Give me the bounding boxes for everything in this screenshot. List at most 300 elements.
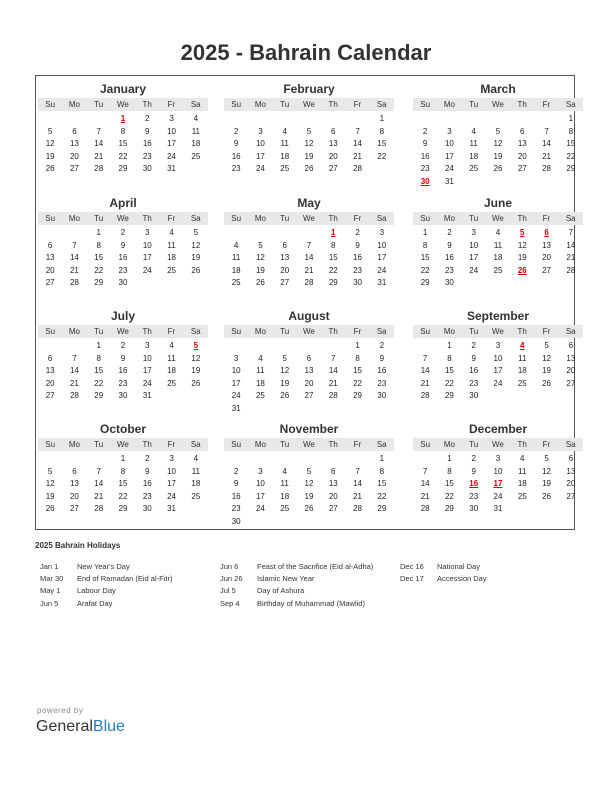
- day-cell: 18: [493, 253, 503, 262]
- day-cell: 25: [493, 265, 503, 275]
- weekday-label: Tu: [94, 214, 104, 223]
- day-cell: 10: [444, 139, 454, 148]
- day-cell: 3: [169, 114, 174, 123]
- day-cell: 19: [191, 253, 201, 262]
- weekday-label: Th: [142, 327, 152, 336]
- day-cell: 20: [69, 491, 79, 501]
- day-cell: 6: [568, 454, 574, 463]
- day-cell: 7: [422, 353, 428, 363]
- day-cell: 7: [568, 228, 574, 237]
- weekday-label: Su: [45, 327, 56, 336]
- month-name: May: [297, 196, 321, 210]
- day-cell: 12: [517, 240, 527, 250]
- day-cell: 27: [304, 391, 314, 400]
- day-cell: 30: [444, 278, 454, 287]
- day-cell-empty: [38, 113, 62, 126]
- day-cell: 16: [444, 253, 454, 262]
- day-cell: 29: [94, 391, 104, 400]
- day-cell: 20: [45, 265, 55, 275]
- holiday-name: Accession Day: [437, 574, 487, 584]
- month-name: July: [110, 309, 135, 323]
- day-cell: 17: [167, 139, 177, 148]
- holiday-item: [40, 585, 172, 597]
- weekday-label: Mo: [68, 100, 80, 109]
- day-cell: 5: [47, 126, 53, 136]
- day-cell: 10: [142, 353, 152, 363]
- day-cell-empty: [345, 453, 369, 466]
- weekday-label: Fr: [353, 100, 362, 109]
- day-cell: 4: [233, 240, 239, 250]
- holiday-name: Birthday of Muhammad (Mawlid): [257, 598, 365, 608]
- day-cell: 14: [69, 366, 79, 375]
- day-cell: 7: [72, 240, 77, 250]
- day-grid: [224, 113, 394, 176]
- weekday-label: Su: [231, 100, 242, 109]
- day-cell: 6: [47, 353, 53, 363]
- day-cell: 20: [566, 479, 576, 488]
- day-cell: 9: [120, 240, 126, 250]
- weekday-label: Sa: [376, 214, 387, 223]
- day-cell: 31: [377, 278, 387, 287]
- weekday-header-row: [413, 325, 583, 338]
- day-cell: 29: [353, 391, 363, 400]
- day-cell: 6: [282, 240, 287, 250]
- weekday-label: Sa: [376, 327, 387, 336]
- month-january: [38, 76, 208, 188]
- weekday-header-row: [38, 438, 208, 451]
- weekday-label: Mo: [68, 214, 80, 223]
- day-cell: 7: [544, 126, 549, 136]
- day-cell: 19: [542, 366, 552, 375]
- day-cell: 26: [542, 491, 552, 501]
- day-cell: 30: [469, 504, 479, 513]
- calendar-grid: [35, 75, 575, 530]
- day-cell: 13: [45, 253, 55, 262]
- weekday-label: Mo: [254, 440, 266, 449]
- day-cell: 10: [231, 366, 241, 375]
- weekday-header-row: [38, 98, 208, 111]
- weekday-label: We: [492, 100, 504, 109]
- weekday-label: Th: [517, 214, 527, 223]
- day-cell-empty: [273, 340, 297, 353]
- day-cell-empty: [534, 113, 558, 126]
- day-cell: 23: [142, 491, 152, 501]
- day-cell: 21: [94, 151, 104, 161]
- day-cell: 2: [233, 466, 239, 476]
- day-cell: 21: [353, 151, 363, 161]
- weekday-label: Tu: [280, 100, 290, 109]
- day-cell: 5: [193, 228, 199, 237]
- day-cell: 18: [517, 479, 527, 488]
- day-cell: 11: [191, 126, 200, 136]
- day-cell: 13: [69, 139, 79, 148]
- day-cell: 16: [231, 491, 241, 501]
- weekday-label: Tu: [94, 327, 104, 336]
- day-cell: 18: [469, 151, 479, 161]
- day-cell: 1: [379, 114, 385, 123]
- day-cell: 15: [328, 253, 338, 262]
- day-cell: 13: [566, 353, 576, 363]
- day-cell: 18: [167, 253, 177, 262]
- month-november: [224, 416, 394, 528]
- day-cell-empty: [62, 453, 86, 466]
- brand-logo[interactable]: [36, 718, 125, 736]
- day-cell: 19: [304, 151, 314, 161]
- day-cell-empty: [248, 113, 272, 126]
- day-cell: 17: [377, 253, 387, 262]
- day-cell: 18: [231, 265, 241, 275]
- weekday-label: Mo: [443, 214, 455, 223]
- month-name: September: [466, 309, 530, 323]
- day-cell: 22: [377, 151, 387, 161]
- day-cell: 27: [45, 391, 55, 400]
- day-cell: 24: [493, 491, 503, 501]
- day-cell: 17: [142, 366, 152, 375]
- day-cell: 16: [377, 366, 387, 375]
- day-cell: 2: [145, 114, 150, 123]
- weekday-header-row: [413, 212, 583, 225]
- day-cell: 3: [447, 126, 452, 136]
- day-grid: [413, 113, 583, 188]
- day-cell: 31: [167, 164, 177, 173]
- month-name: December: [468, 422, 528, 436]
- day-cell: 16: [353, 253, 363, 262]
- weekday-label: Sa: [190, 100, 201, 109]
- day-cell: 17: [231, 378, 241, 388]
- day-cell: 13: [69, 479, 79, 488]
- day-cell: 5: [258, 240, 263, 250]
- day-cell: 6: [72, 466, 77, 476]
- day-cell: 18: [280, 491, 290, 501]
- day-cell: 2: [447, 228, 452, 237]
- day-cell: 10: [493, 466, 503, 476]
- day-cell: 13: [517, 139, 527, 148]
- day-cell: 25: [469, 164, 479, 173]
- day-cell: 15: [118, 479, 128, 488]
- day-cell: 19: [45, 151, 55, 161]
- day-cell: 11: [167, 240, 176, 250]
- holiday-day-cell: 1: [331, 228, 336, 237]
- day-cell: 27: [328, 504, 338, 513]
- day-cell: 27: [69, 504, 79, 513]
- weekday-label: We: [492, 214, 504, 223]
- holiday-item: [220, 585, 373, 597]
- holiday-item: [40, 561, 172, 573]
- day-cell: 29: [118, 504, 128, 513]
- day-cell: 5: [282, 353, 287, 363]
- weekday-label: Su: [45, 440, 56, 449]
- holiday-day-cell: 6: [544, 228, 549, 237]
- day-cell: 23: [118, 265, 128, 275]
- month-name: April: [109, 196, 137, 210]
- day-cell: 25: [167, 265, 177, 275]
- day-cell: 28: [542, 164, 552, 173]
- weekday-label: Tu: [469, 327, 479, 336]
- day-cell: 14: [304, 253, 314, 262]
- day-cell: 29: [118, 164, 128, 173]
- day-cell-empty: [38, 453, 62, 466]
- day-cell: 10: [255, 479, 265, 488]
- weekday-label: Su: [420, 100, 431, 109]
- day-cell: 10: [377, 240, 387, 250]
- day-cell: 11: [493, 240, 503, 250]
- weekday-label: Th: [517, 327, 527, 336]
- day-cell: 27: [280, 278, 290, 287]
- day-cell: 2: [355, 228, 360, 237]
- day-cell: 21: [328, 378, 338, 388]
- day-cell: 16: [469, 366, 479, 375]
- day-cell: 4: [258, 353, 263, 363]
- day-cell: 28: [304, 278, 314, 287]
- day-cell: 22: [94, 378, 104, 388]
- holiday-date: Sep 4: [220, 598, 240, 608]
- day-cell: 4: [193, 114, 199, 123]
- day-cell-empty: [510, 113, 534, 126]
- holiday-item: [40, 598, 172, 610]
- weekday-label: We: [492, 440, 504, 449]
- day-cell: 3: [145, 228, 150, 237]
- day-cell: 15: [94, 366, 104, 375]
- day-cell-empty: [248, 227, 272, 240]
- day-cell: 4: [282, 126, 287, 136]
- weekday-label: Mo: [443, 327, 455, 336]
- weekday-label: Th: [142, 440, 152, 449]
- day-cell: 11: [518, 466, 527, 476]
- day-cell: 4: [169, 341, 174, 350]
- day-cell: 29: [444, 391, 454, 400]
- day-cell: 29: [328, 278, 338, 287]
- day-cell: 20: [328, 491, 338, 501]
- day-cell: 3: [495, 454, 501, 463]
- month-october: [38, 416, 208, 528]
- day-cell: 30: [142, 504, 152, 513]
- day-cell: 23: [231, 504, 241, 513]
- day-cell: 22: [377, 491, 387, 501]
- day-cell: 24: [142, 378, 152, 388]
- holiday-day-cell: 17: [493, 479, 503, 488]
- weekday-label: Tu: [280, 214, 290, 223]
- day-cell: 28: [94, 164, 104, 173]
- day-cell: 8: [447, 353, 452, 363]
- day-cell-empty: [273, 113, 297, 126]
- day-cell: 23: [420, 164, 430, 173]
- day-cell: 7: [355, 126, 360, 136]
- weekday-label: Fr: [353, 214, 362, 223]
- holiday-day-cell: 1: [120, 114, 126, 123]
- day-cell: 7: [355, 466, 360, 476]
- weekday-label: We: [117, 327, 129, 336]
- day-cell: 23: [377, 378, 387, 388]
- page-title: 2025 - Bahrain Calendar: [180, 40, 432, 65]
- day-cell: 5: [306, 466, 312, 476]
- day-cell: 14: [328, 366, 338, 375]
- day-cell: 6: [331, 466, 336, 476]
- day-cell: 19: [493, 151, 503, 161]
- day-cell: 12: [280, 366, 290, 375]
- holiday-day-cell: 30: [420, 176, 430, 186]
- day-cell: 27: [542, 265, 552, 275]
- holiday-name: Islamic New Year: [257, 574, 315, 584]
- day-cell: 11: [231, 253, 241, 262]
- day-cell: 26: [304, 504, 314, 513]
- day-cell: 7: [306, 240, 312, 250]
- day-cell: 22: [444, 378, 454, 388]
- day-cell: 15: [377, 479, 387, 488]
- weekday-label: Tu: [280, 327, 290, 336]
- day-grid: [38, 227, 208, 290]
- day-cell: 21: [94, 491, 104, 501]
- weekday-label: We: [303, 327, 315, 336]
- day-cell-empty: [486, 113, 510, 126]
- weekday-label: Su: [45, 100, 56, 109]
- day-grid: [413, 453, 583, 516]
- day-cell-empty: [273, 227, 297, 240]
- day-cell: 8: [422, 240, 428, 250]
- day-cell: 3: [495, 341, 501, 350]
- day-cell: 18: [517, 366, 527, 375]
- day-cell: 14: [94, 139, 104, 148]
- day-cell: 13: [45, 366, 55, 375]
- day-cell: 13: [280, 253, 290, 262]
- day-cell: 31: [142, 391, 152, 400]
- month-name: February: [283, 82, 335, 96]
- day-cell-empty: [38, 340, 62, 353]
- holiday-date: Jun 5: [40, 598, 59, 608]
- day-cell: 11: [280, 479, 289, 488]
- day-cell-empty: [248, 453, 272, 466]
- weekday-label: We: [303, 440, 315, 449]
- day-cell: 12: [493, 139, 503, 148]
- day-cell: 27: [517, 164, 527, 173]
- day-cell: 5: [47, 466, 53, 476]
- day-cell: 9: [145, 466, 150, 476]
- day-cell: 21: [69, 265, 79, 275]
- month-name: January: [99, 82, 147, 96]
- weekday-label: Sa: [565, 440, 576, 449]
- weekday-label: Fr: [542, 440, 551, 449]
- day-cell: 25: [231, 278, 241, 287]
- day-cell: 8: [120, 466, 126, 476]
- day-cell: 20: [45, 378, 55, 388]
- day-cell: 18: [255, 378, 265, 388]
- day-cell: 15: [94, 253, 104, 262]
- day-cell: 2: [233, 126, 239, 136]
- day-cell: 30: [118, 391, 128, 400]
- brand-general: General: [36, 718, 93, 735]
- day-cell: 6: [520, 126, 525, 136]
- day-cell: 3: [258, 126, 263, 136]
- day-cell: 25: [191, 491, 201, 501]
- day-cell: 26: [191, 265, 201, 275]
- day-cell: 25: [517, 491, 527, 501]
- day-cell: 17: [255, 151, 265, 161]
- day-cell: 2: [471, 454, 476, 463]
- day-cell: 1: [568, 114, 574, 123]
- day-grid: [413, 227, 583, 290]
- day-cell: 24: [142, 265, 152, 275]
- day-cell: 2: [145, 454, 150, 463]
- month-name: June: [483, 196, 512, 210]
- day-cell-empty: [413, 113, 437, 126]
- weekday-label: We: [492, 327, 504, 336]
- day-cell: 1: [379, 454, 385, 463]
- day-cell: 29: [566, 164, 576, 173]
- day-cell: 16: [420, 151, 430, 161]
- day-cell: 31: [231, 403, 241, 413]
- day-cell: 12: [45, 479, 55, 488]
- holiday-name: End of Ramadan (Eid al-Fitr): [77, 574, 173, 584]
- weekday-header-row: [224, 325, 394, 338]
- weekday-label: Su: [45, 214, 56, 223]
- day-cell: 9: [471, 466, 476, 476]
- day-cell: 1: [96, 341, 101, 350]
- day-cell: 4: [193, 454, 199, 463]
- weekday-header-row: [38, 212, 208, 225]
- day-cell-empty: [321, 453, 345, 466]
- day-cell: 3: [145, 341, 150, 350]
- day-cell: 7: [96, 466, 101, 476]
- day-cell: 14: [420, 366, 430, 375]
- day-cell: 2: [471, 341, 476, 350]
- day-cell: 12: [191, 240, 201, 250]
- holiday-day-cell: 5: [193, 341, 199, 350]
- weekday-label: Th: [328, 327, 338, 336]
- day-cell-empty: [224, 113, 248, 126]
- day-cell: 1: [422, 228, 428, 237]
- holiday-name: Labour Day: [77, 586, 116, 596]
- day-cell: 1: [120, 454, 126, 463]
- day-cell: 26: [255, 278, 265, 287]
- day-cell: 8: [120, 126, 126, 136]
- day-cell-empty: [437, 113, 461, 126]
- holiday-list-column: [40, 561, 172, 610]
- day-cell: 28: [353, 504, 363, 513]
- weekday-label: Su: [420, 440, 431, 449]
- day-cell: 7: [422, 466, 428, 476]
- weekday-label: Su: [420, 327, 431, 336]
- weekday-label: Mo: [443, 100, 455, 109]
- weekday-label: Fr: [542, 214, 551, 223]
- day-cell: 12: [542, 353, 552, 363]
- day-cell-empty: [297, 453, 321, 466]
- day-cell: 23: [444, 265, 454, 275]
- day-cell: 9: [233, 139, 239, 148]
- day-cell: 1: [447, 341, 452, 350]
- day-cell: 26: [191, 378, 201, 388]
- day-cell: 22: [118, 151, 128, 161]
- day-cell: 22: [420, 265, 430, 275]
- holiday-name: Arafat Day: [77, 598, 113, 608]
- day-cell: 18: [167, 366, 177, 375]
- day-cell: 3: [258, 466, 263, 476]
- weekday-label: Tu: [469, 100, 479, 109]
- day-cell: 15: [444, 479, 454, 488]
- day-cell: 21: [420, 491, 430, 501]
- day-cell: 20: [542, 253, 552, 262]
- day-cell: 28: [94, 504, 104, 513]
- day-cell: 14: [420, 479, 430, 488]
- day-cell: 24: [255, 164, 265, 173]
- weekday-label: We: [117, 100, 129, 109]
- day-cell: 9: [233, 479, 239, 488]
- day-cell: 10: [469, 240, 479, 250]
- day-cell: 16: [118, 253, 128, 262]
- day-cell: 24: [377, 265, 387, 275]
- day-cell: 20: [566, 366, 576, 375]
- day-cell: 8: [379, 126, 385, 136]
- holiday-name: National Day: [437, 562, 480, 571]
- day-cell: 13: [328, 139, 338, 148]
